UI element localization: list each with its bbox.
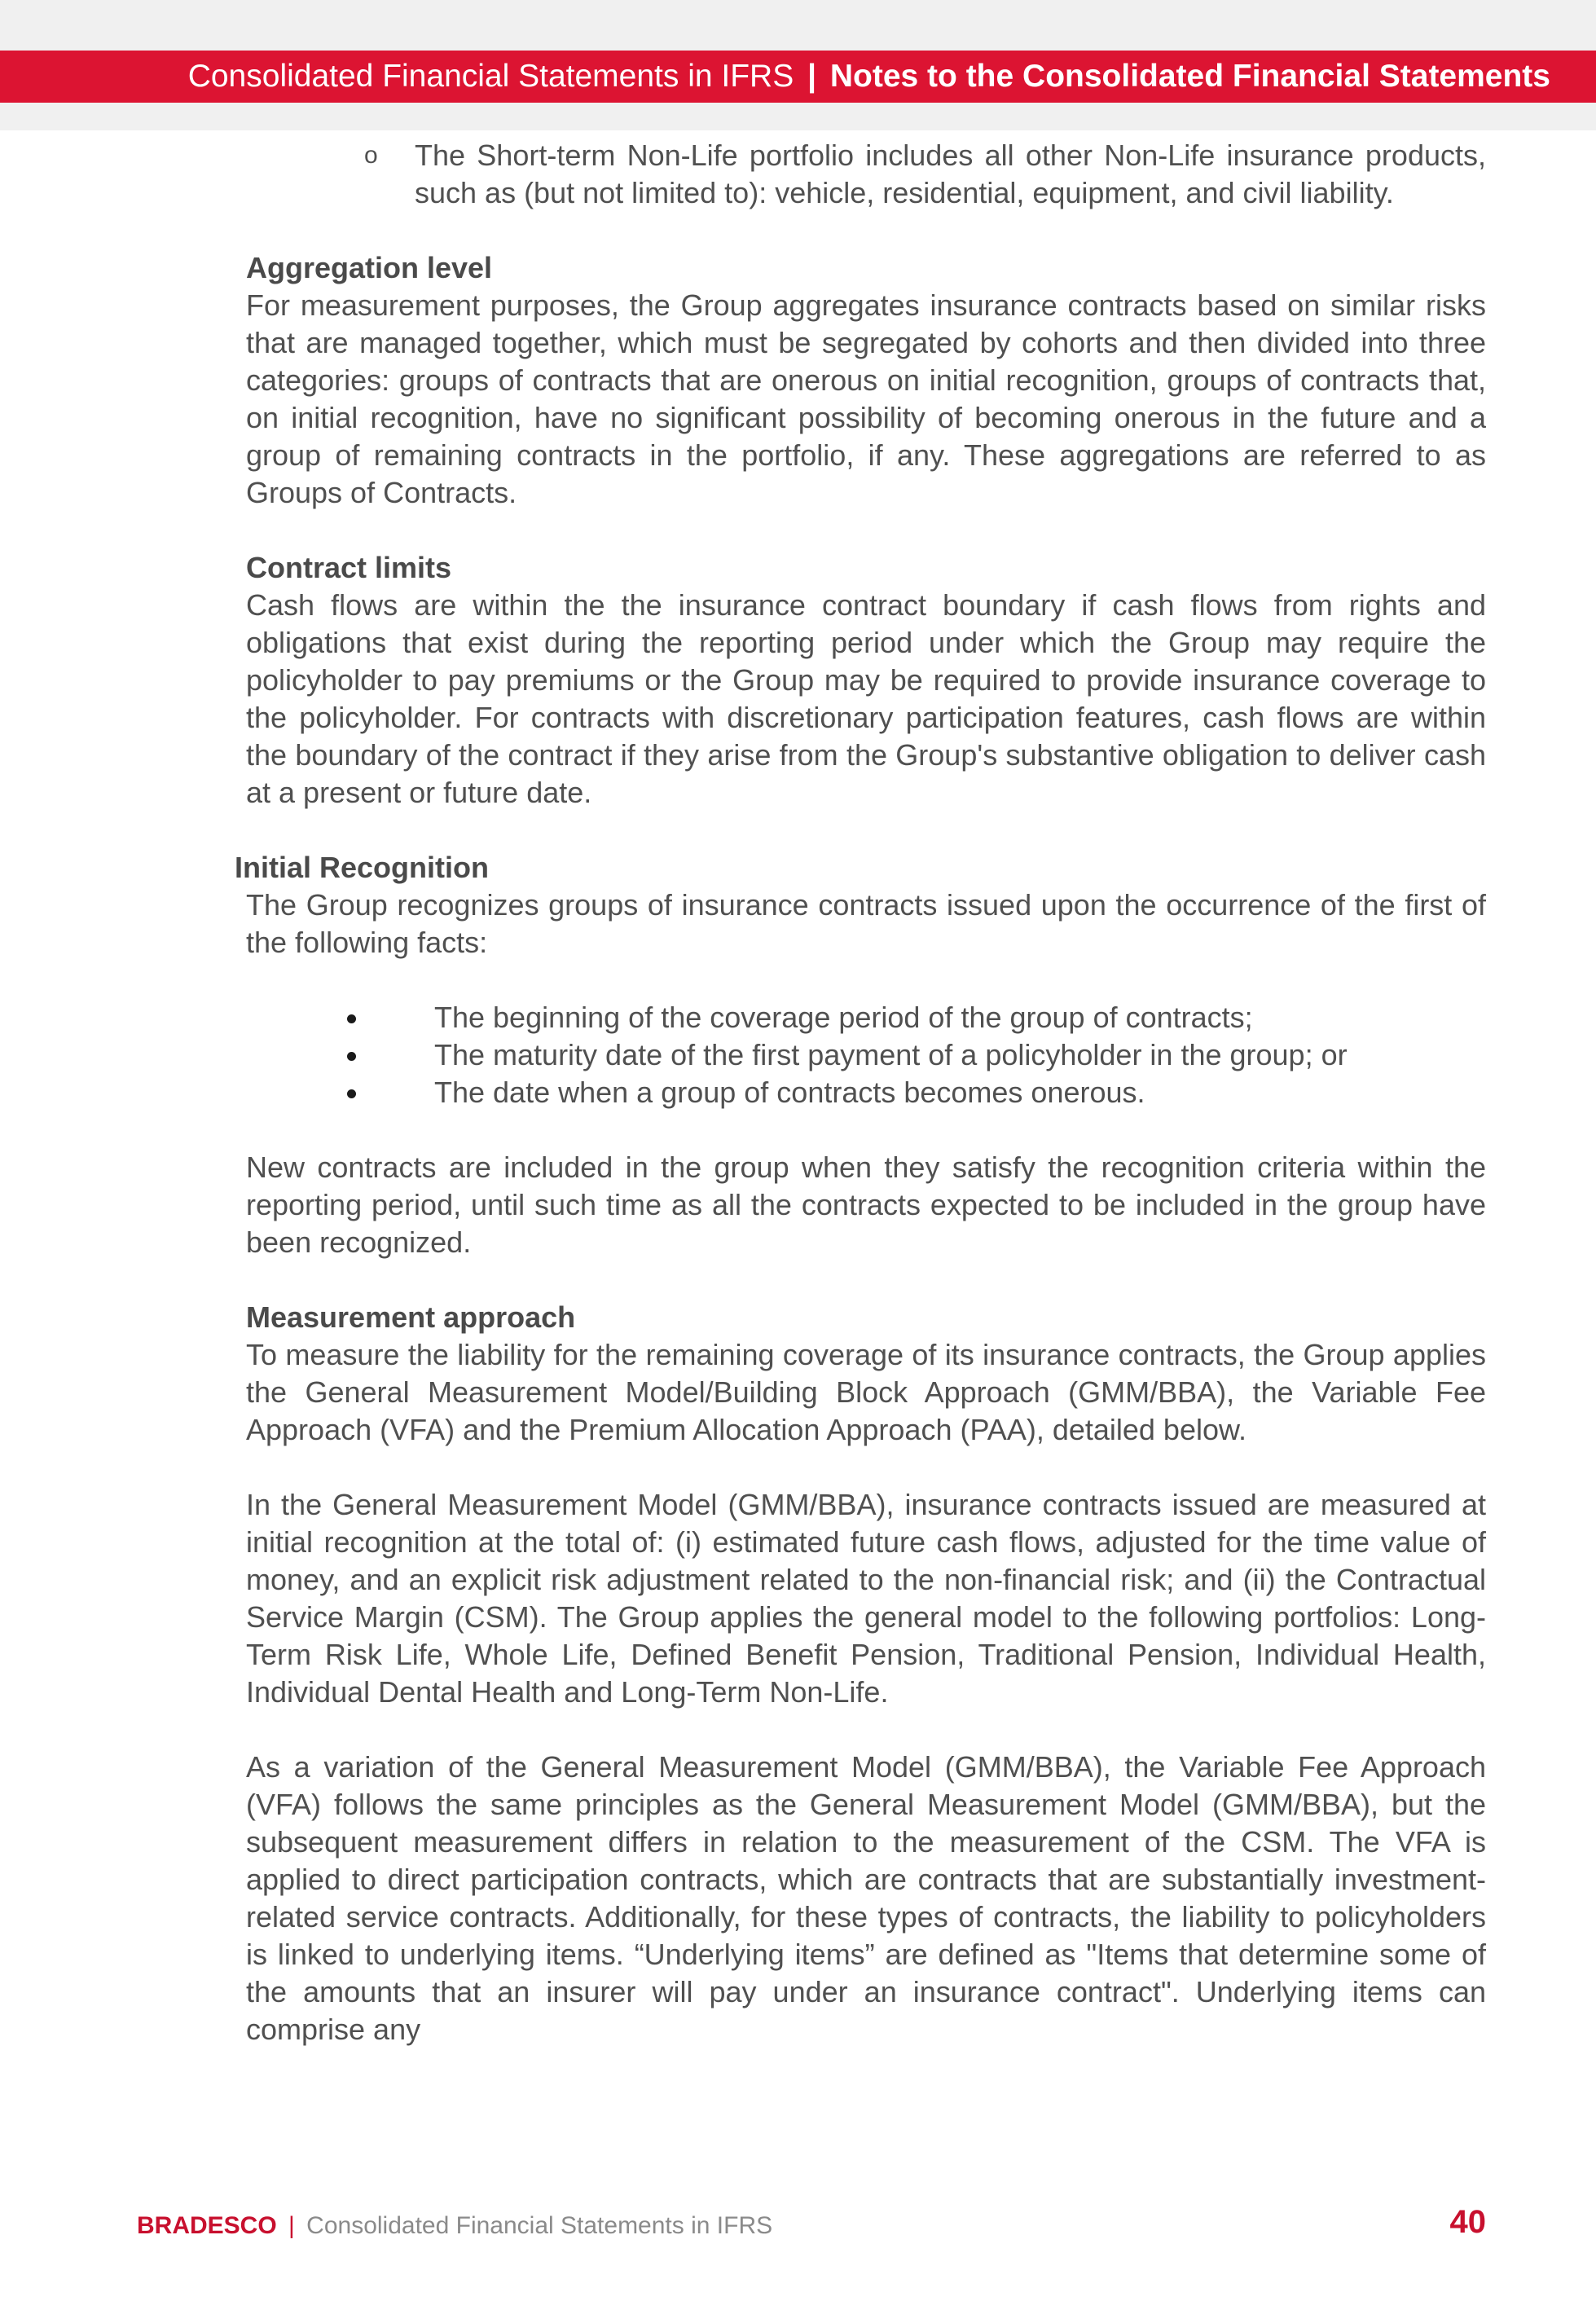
- page-number: 40: [1449, 2204, 1486, 2240]
- measurement-approach-paragraph: To measure the liability for the remaining coverage of its insurance contracts, the Group applies the General Measurement Model/Building Block Approach (GMM/BBA), the Variable Fee Approach (VFA) and the Premium Allocation Approach (PAA), detailed below.: [246, 1338, 1486, 1446]
- contract-limits-heading: Contract limits: [246, 551, 452, 584]
- aggregation-paragraph: For measurement purposes, the Group aggregates insurance contracts based on similar risks that are managed together, which must be segregated by cohorts and then divided into three categories: groups of contracts that are onerous on initial recognition, groups of contracts that, on initial recognition, have no significant possibility of becoming onerous in the future and a group of remaining contracts in the portfolio, if any. These aggregations are referred to as Groups of Contracts.: [246, 288, 1486, 509]
- footer-separator: |: [288, 2212, 295, 2239]
- initial-recognition-paragraph: The Group recognizes groups of insurance contracts issued upon the occurrence of the first of the following facts:: [246, 888, 1486, 959]
- footer-brand-name: BRADESCO: [137, 2212, 277, 2239]
- page-header-bar: [0, 51, 1596, 103]
- list-item: [246, 1074, 1486, 1111]
- page-footer: [137, 2204, 1486, 2245]
- measurement-approach-heading: Measurement approach: [246, 1300, 576, 1334]
- recognition-facts-list: [246, 999, 1486, 1111]
- initial-recognition-heading: Initial Recognition: [235, 851, 489, 884]
- top-margin-strip: [0, 0, 1596, 51]
- sub-bullet-item: [364, 137, 1486, 212]
- gmm-paragraph: In the General Measurement Model (GMM/BBA), insurance contracts issued are measured at initial recognition at the total of: (i) estimated future cash flows, adjusted for the time value of money, and an explicit risk adjustment related to the non-financial risk; and (ii) the Contractual Service Margin (CSM). The Group applies the general model to the following portfolios: Long-Term Risk Life, Whole Life, Defined Benefit Pension, Traditional Pension, Individual Health, Individual Dental Health and Long-Term Non-Life.: [246, 1488, 1486, 1709]
- header-title: [188, 51, 1550, 103]
- footer-doc-title: Consolidated Financial Statements in IFRS: [306, 2212, 773, 2239]
- header-separator: |: [807, 59, 817, 94]
- header-underline-strip: [0, 103, 1596, 130]
- vfa-paragraph: As a variation of the General Measurement Model (GMM/BBA), the Variable Fee Approach (VFA) follows the same principles as the General Measurement Model (GMM/BBA), but the subsequent measurement differs in relation to the measurement of the CSM. The VFA is applied to direct participation contracts, which are contracts that are substantially investment-related service contracts. Additionally, for these types of contracts, the liability to policyholders is linked to underlying items. “Underlying items” are defined as "Items that determine some of the amounts that an insurer will pay under an insurance contract". Underlying items can comprise any: [246, 1750, 1486, 2046]
- bullet-dot-icon: [347, 1089, 356, 1098]
- bullet-dot-icon: [347, 1052, 356, 1061]
- hollow-circle-icon: o: [364, 142, 378, 169]
- header-doc-title: Consolidated Financial Statements in IFRS: [187, 59, 794, 94]
- list-item: [246, 1036, 1486, 1074]
- sub-bullet-text: The Short-term Non-Life portfolio includes all other Non-Life insurance products, such as (but not limited to): vehicle, residential, equipment, and civil liability.: [415, 139, 1486, 209]
- list-item: [246, 999, 1486, 1036]
- contract-limits-paragraph: Cash flows are within the the insurance contract boundary if cash flows from rights and obligations that exist during the reporting period under which the Group may require the policyholder to pay premiums or the Group may be required to provide insurance coverage to the policyholder. For contracts with discretionary participation features, cash flows are within the boundary of the contract if they arise from the Group's substantive obligation to deliver cash at a present or future date.: [246, 588, 1486, 809]
- bullet-dot-icon: [347, 1014, 356, 1023]
- list-item-text: The beginning of the coverage period of the group of contracts;: [434, 1001, 1253, 1034]
- footer-brand-line: [137, 2212, 772, 2240]
- list-item-text: The date when a group of contracts becomes onerous.: [434, 1076, 1145, 1109]
- aggregation-heading: Aggregation level: [246, 251, 493, 284]
- list-item-text: The maturity date of the first payment of a policyholder in the group; or: [434, 1038, 1348, 1071]
- page-content: [235, 137, 1486, 2048]
- new-contracts-paragraph: New contracts are included in the group when they satisfy the recognition criteria within the reporting period, until such time as all the contracts expected to be included in the group have been recognized.: [246, 1150, 1486, 1259]
- header-section-title: Notes to the Consolidated Financial Statements: [829, 59, 1550, 94]
